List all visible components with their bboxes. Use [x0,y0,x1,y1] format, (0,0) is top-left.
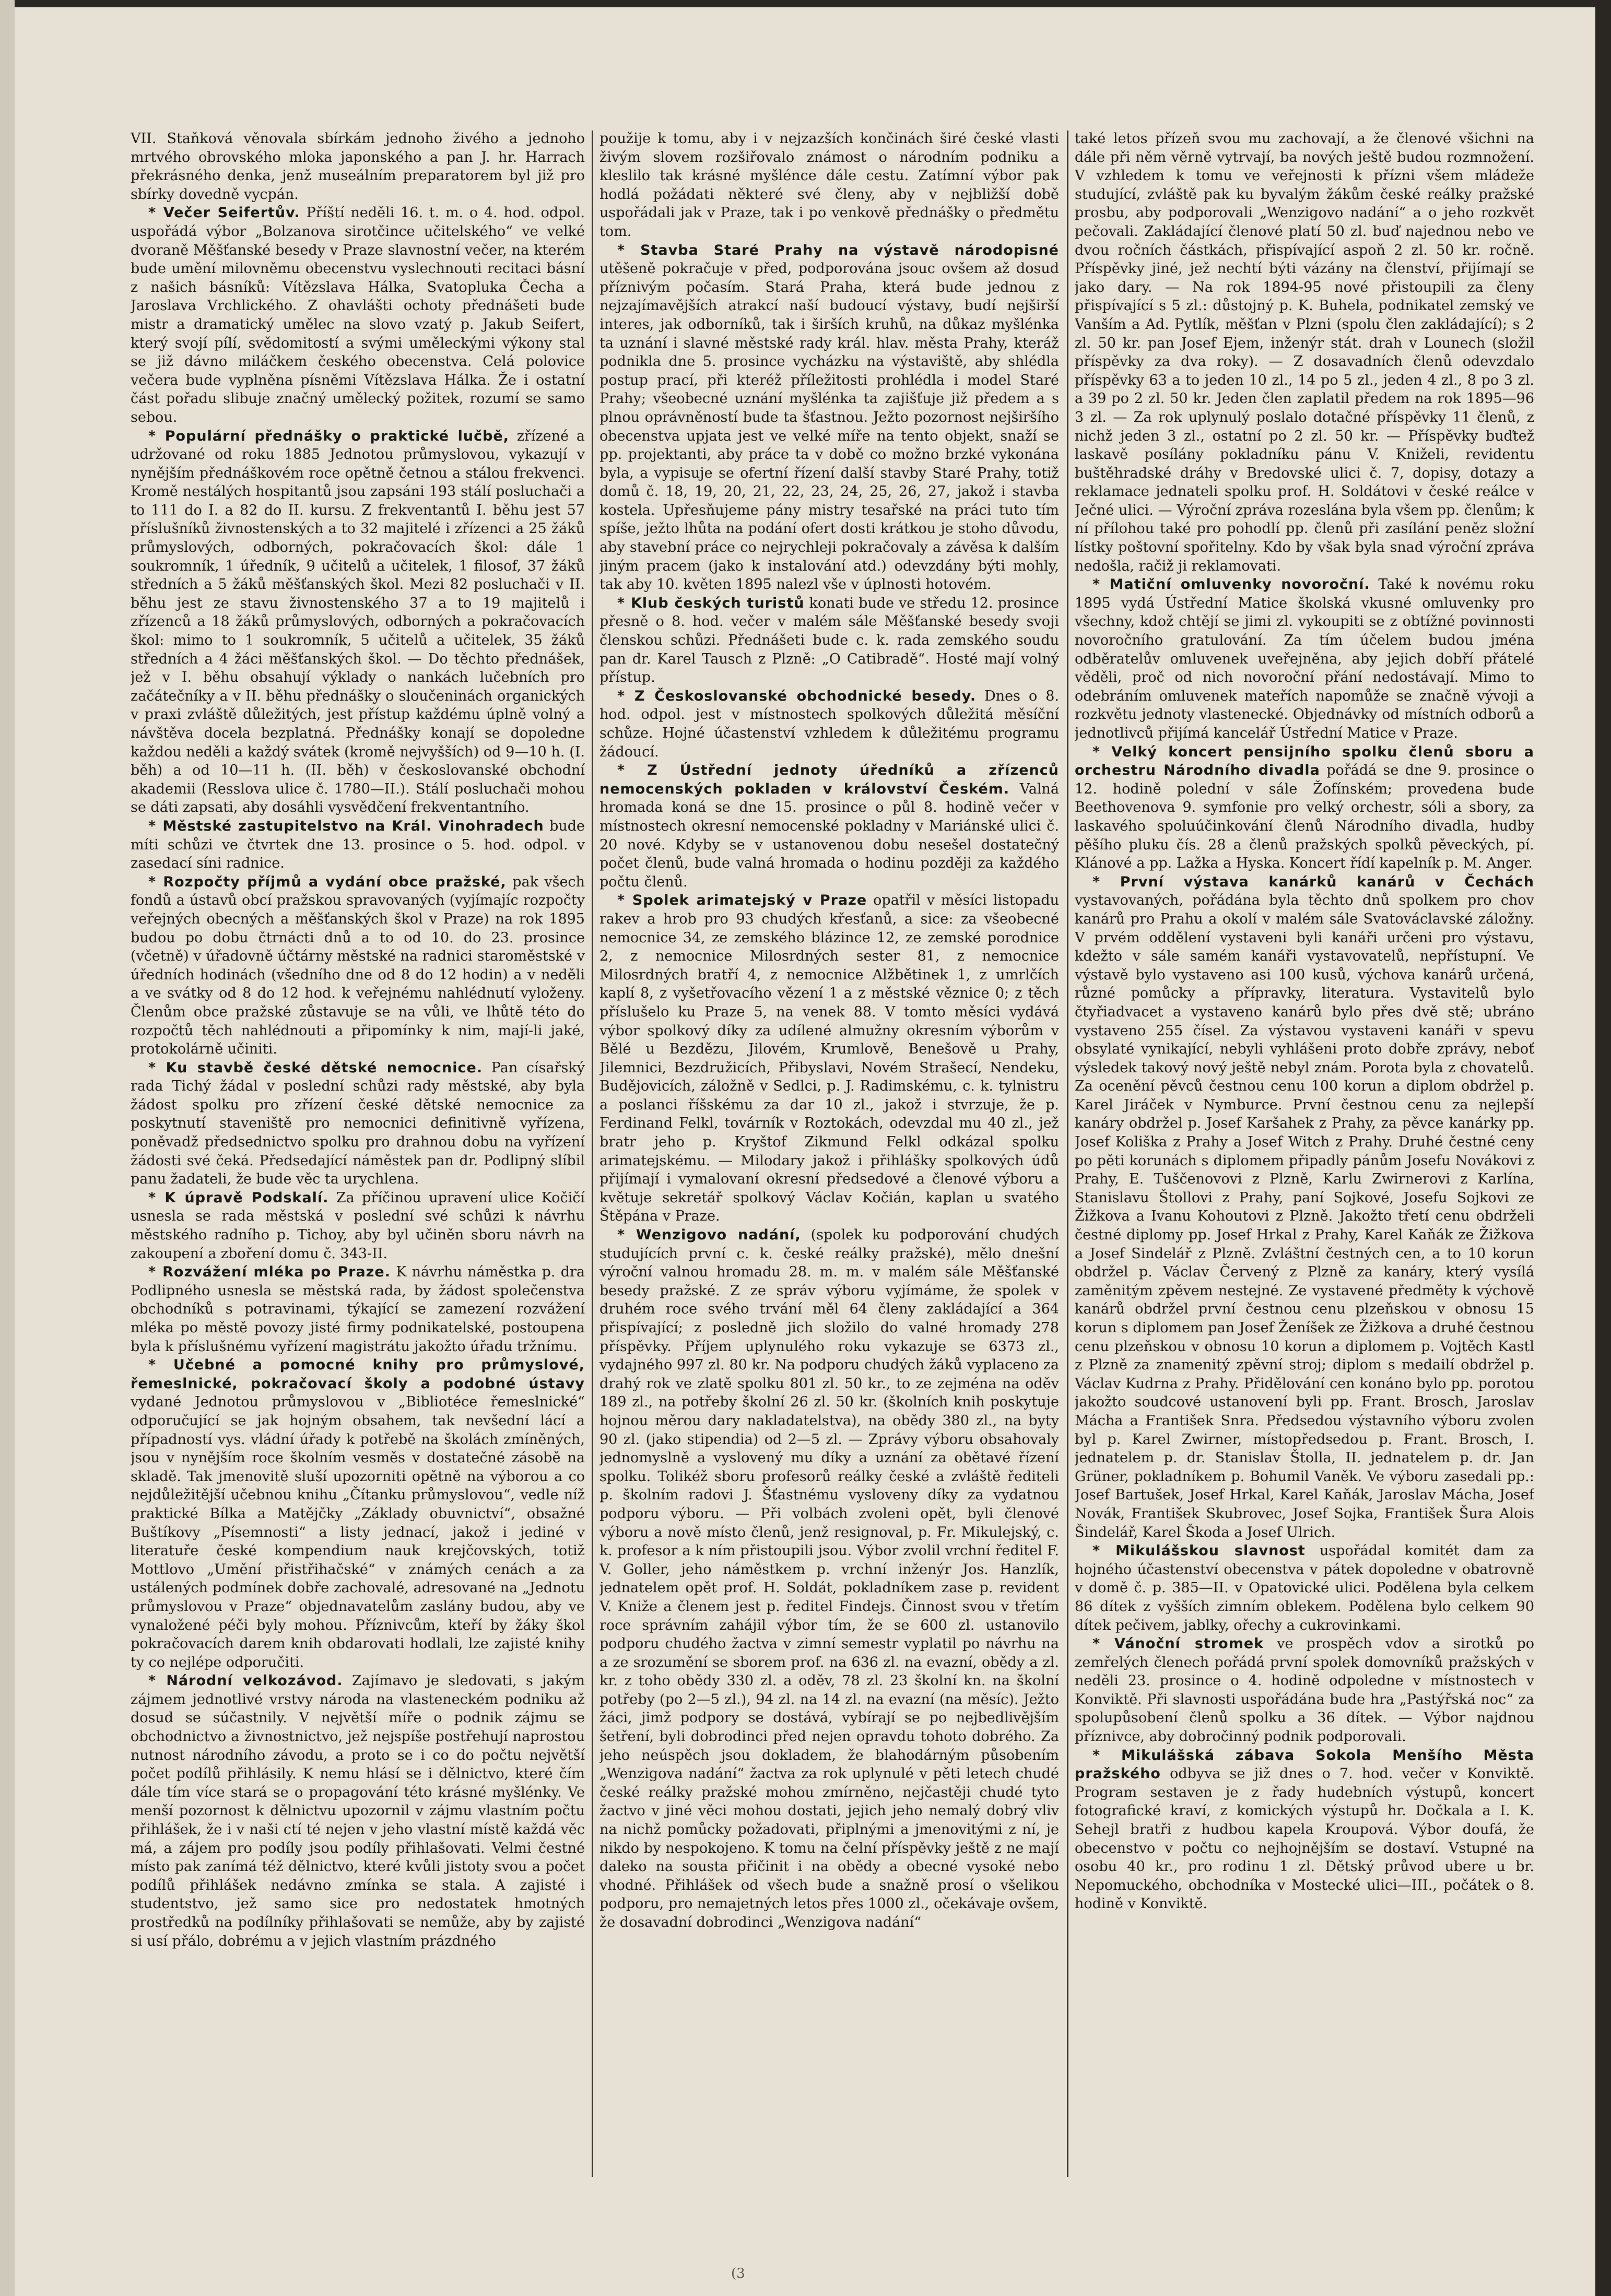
article-text: Valná hromada koná se dne 15. prosince o půl 8. hodině večer v místnostech okresní nemocenské pokladny v Mariánské ulici č. 20 nové. Kdyby se v ustanovenou dobu nesešel dostatečný počet členů, bude valná hromada o hodinu později za každého počtu členů. [599,780,1059,890]
article-heading: * Velký koncert pensijního spolku členů sboru a orchestru Národního divadla [1075,743,1534,779]
article [131,1356,585,1672]
article [599,129,1059,241]
article-heading: * Městské zastupitelstvo na Král. Vinohradech [148,818,544,834]
article-text: zřízené a udržované od roku 1885 Jednotou průmyslovou, vykazují v nynějším přednáškovém roce opětně četnou a stálou frekvenci. Kromě nestálých hospitantů jsou zapsáni 193 stálí posluchači a to 111 do I. a 82 do II. kursu. Z frekventantů I. běhu jest 57 příslušníků živnostenských a to 32 majitelé i zřízenci a 25 žáků průmyslových, odborných, pokračovacích škol: dále 1 soukromník, 1 úředník, 9 učitelů a učitelek, 1 filosof, 37 žáků středních a 5 žáků měšťanských škol. Mezi 82 posluchači v II. běhu jest ze stavu živnostenského 37 a to 19 majitelů i zřízenců a 18 žáků průmyslových, odborných a pokračovacích škol: mimo to 1 soukromník, 5 učitelů a učitelek, 35 žáků středních a 4 žáci měšťanských škol. — Do těchto přednášek, jež v I. běhu obsahují výklady o nankách lučebních pro začátečníky a v II. běhu přednášky o sloučeninách organických v praxi zvláště důležitých, jest přístup každému úplně volný a návštěva docela bezplatná. Přednášky konají se dopoledne každou neděli a každý svátek (kromě nejvyšších) od 9—10 h. (I. běh) a od 10—11 h. (II. běh) v českoslovanské obchodní akademii (Resslova ulice č. 1780—II.). Stálí posluchači mohou se dáti zapsati, aby dosáhli vysvědčení frekventantního. [131,428,585,816]
article [131,427,585,817]
article-text: utěšeně pokračuje v před, podporována jsouc ovšem až dosud příznivým počasím. Stará Praha, která bude jednou z nejzajímavějších atrakcí naší budoucí výstavy, budí nejširší interes, jak odborníků, tak i širších kruhů, na důkaz myšlénka ta uznání i slavné městské rady král. hlav. města Prahy, kteráž podnikla dne 5. prosince vycházku na výstaviště, aby shlédla postup prací, při kteréž příležitosti prohlédla i model Staré Prahy; všeobecné uznání myšlénka ta zajišťuje již předem a s plnou oprávněností bude ta šťastnou. Ježto pozornost nejširšího obecenstva upjata jest ve velké míře na tento objekt, snaží se pp. projektanti, aby práce ta v době co možno brzké vykonána byla, a vypisuje se ofertní řízení další stavby Staré Prahy, totiž domů č. 18, 19, 20, 21, 22, 23, 24, 25, 26, 27, jakož i stavba kostela. Upřesňujeme pány mistry tesařské na práci tuto tím spíše, ježto lhůta na podání ofert dosti krátkou je stoho důvodu, aby stavební práce co nejrychleji pokračovaly a závěsa k dalším jiným pracem (jako k instalování atd.) odevzdány býti mohly, tak aby 10. květen 1895 nalezl vše v úplnosti hotovém. [599,261,1059,593]
column-1 [131,129,585,2181]
column-rule [592,131,593,2177]
article [1075,1635,1534,1746]
article-text: odbyva se již dnes o 7. hod. večer v Konviktě. Program sestaven je z řady hudebních výstupů, koncert fotografické kraví, z komických výstupů hr. Dočkala a I. K. Sehejl bratři z hudbou kapela Kroupová. Výbor doufá, že obecenstvo v počtu co nejhojnějším se dostaví. Vstupné na osobu 40 kr., pro rodinu 1 zl. Dětský průvod ubere u br. Nepomuckého, obchodníka v Mostecké ulici—III., počátek o 8. hodině v Konviktě. [1075,1766,1534,1912]
article-heading: * Matiční omluvenky novoroční. [1092,576,1370,593]
page-label: (3 [731,2266,745,2281]
article [131,129,585,204]
article-text: ve prospěch vdov a sirotků po zemřelých členech pořádá první spolek domovníků pražských v neděli 23. prosince o 4. hodině odpoledne v místnostech v Konviktě. Při slavnosti uspořádána bude hra „Pastýřská noc“ za spolupůsobení členů spolku a 36 dítek. — Výbor najdnou příznivce, aby dobročinný podnik podporovali. [1075,1636,1534,1745]
article-text: použije k tomu, aby i v nejzazších končinách širé české vlasti živým slovem rozšiřovalo známost o národním podniku a kleslilo tak krásné myšlénce dále cestu. Zatímní výbor pak hodlá požádati některé své členy, aby v nejbližší době uspořádali jak v Praze, tak i po venkově přednášky o předmětu tom. [599,131,1059,240]
page-right-edge [1595,0,1611,2296]
article [1075,873,1534,1542]
article [599,1226,1059,1932]
article [599,241,1059,594]
article [131,1263,585,1356]
article [131,817,585,873]
article [131,1189,585,1263]
article-text: Dnes o 8. hod. odpol. jest v místnostech spolkových důležitá měsíční schůze. Hojné účastenství vzhledem k důležitému programu žádoucí. [599,688,1059,760]
article-heading: * Mikulášskou slavnost [1092,1543,1306,1559]
article [1075,743,1534,873]
article [1075,1542,1534,1635]
page-left-margin [0,0,15,2296]
article [1075,1746,1534,1913]
article [131,873,585,1059]
article-text: pak všech fondů a ústavů obcí pražskou spravovaných (vyjímajíc rozpočty veřejných obecných a měšťanských škol v Praze) na rok 1895 budou po dobu čtrnácti dnů a to od 10. do 23. prosince (včetně) v úřadovně účtárny městské na radnici staroměstské v úředních hodinách (všedního dne od 8 do 12 hodin) a v neděli a ve svátky od 8 do 12 hod. k veřejnému nahlédnutí vyloženy. Členům obce pražské zůstavuje se na vůli, ve lhůtě této do rozpočtů těch nahlédnouti a připomínky k nim, mají-li jaké, protokolárně učiniti. [131,873,585,1058]
article-text: Za příčinou upravení ulice Kočičí usnesla se rada městská v poslední své schůzi k návrhu městského radního p. Tichoy, aby byl učiněn sboru návrh na zakoupení a zboření domu č. 343-II. [131,1189,585,1262]
article-heading: * Z Českoslovanské obchodnické besedy. [617,688,977,704]
article-heading: * Klub českých turistů [617,595,805,611]
article [599,594,1059,687]
article-heading: * Wenzigovo nadání, [617,1227,801,1244]
article-heading: * Populární přednášky o praktické lučbě, [148,428,510,444]
article-text: pořádá se dne 9. prosince o 12. hodině polední v sále Žofínském; provedena bude Beethovenova 9. symfonie pro velký orchestr, sóli a sbory, za laskavého spoluúčinkování členů Národního divadla, hudby pěšího pluku čís. 28 a členů pražských spolků pěveckých, pí. Klánové a pp. Lažka a Hyska. Koncert řídí kapelník p. M. Anger. [1075,762,1534,872]
article-text: také letos přízeň svou mu zachovají, a že členové všichni na dále při něm věrně vytrvají, ba nových ještě budou rozmnožení. V vzhledem k tomu ve veřejnosti k přízni všem mládeže studující, zvláště pak ku byvalým žákům české reálky pražské prosbu, aby podporovali „Wenzigovo nadání“ a o jeho rozkvět pečovali. Zakládající členové platí 50 zl. buď najednou nebo ve dvou ročních částkách, přispívající aspoň 2 zl. 50 kr. ročně. Příspěvky jiné, jež nechtí býti vázány na členství, přijímají se jako dary. — Na rok 1894-95 nové přistoupili za členy přispívající s 5 zl.: důstojný p. K. Buhela, podnikatel zemský ve Vanším a Ad. Pytlík, měšťan v Plzni (spolu člen zakládající); s 2 zl. 50 kr. pan Josef Ejem, inženýr stát. drah v Lounech (složil příspěvky za dva roky). — Z dosavadních členů odevzdalo příspěvky 63 a to jeden 10 zl., 14 po 5 zl., jeden 4 zl., 8 po 3 zl. a 39 po 2 zl. 50 kr. Jeden člen zaplatil předem na rok 1895—96 3 zl. — Za rok uplynulý poslalo dotačné příspěvky 11 členů, z nichž jeden 3 zl., ostatní po 2 zl. 50 kr. — Příspěvky buďtež laskavě posílány pokladníku pánu V. Kniželi, revidentu buštěhradské dráhy v Bredovské ulici č. 7, dopisy, dotazy a reklamace jednateli spolku prof. H. Soldátovi v české reálce v Ječné ulici. — Výroční zpráva rozeslána byla všem pp. členům; k ní přílohou také pro pohodlí pp. členů při zasílání peněz složní lístky poštovní spořitelny. Kdo by však byla snad výroční zpráva nedošla, račiž ji reklamovati. [1075,131,1534,574]
article-text: Pan císařský rada Tichý žádal v poslední schůzi rady městské, aby byla žádost spolku pro zřízení české dětské nemocnice za poskytnutí staveniště pro nemocnici definitivně vyřízena, poněvadž předsednictvo spolku pro drahnou dobu na vyřízení žádosti své čeká. Předsedající náměstek pan dr. Podlipný slíbil panu žadateli, že bude věc ta urychlena. [131,1059,585,1188]
article-text: vystavovaných, pořádána byla těchto dnů spolkem pro chov kanárů pro Prahu a okolí v malém sále Svatováclavské záložny. V prvém oddělení vystaveni byli kanáři určeni pro výstavu, kdežto v sále samém kanáři vystavovatelů, nepřístupní. Ve výstavě bylo vystaveno asi 100 kusů, výchova kanárů určená, různé pomůcky a přípravky, literatura. Vystavitelů bylo čtyřiadvacet a vystaveno kanárů bylo přes dvě stě; ubráno vystaveno 255 čísel. Za výstavou vystaveni kanáři v spevu obsylaté vynikající, nebyli vyhlášeni proto dobře zprávy, neboť výsledek takový nový ještě nebyl znám. Porota byla z chovatelů. Za ocenění pěvců čestnou cenu 100 korun a diplom obdržel p. Karel Jiráček v Nymburce. První čestnou cenu za nejlepší kanáry obdržel p. Josef Karšahek z Prahy, za pěvce kanárky pp. Josef Koliška z Prahy a Josef Witch z Prahy. Druhé čestné ceny po pěti korunách s diplomem připadly pánům Josefu Novákovi z Prahy, E. Tuščenovovi z Plzně, Karlu Zwirnerovi z Karlína, Stanislavu Štollovi z Prahy, paní Sojkové, Josefu Sojkovi ze Žižkova a Ivanu Kohoutovi z Plzně. Jakožto třetí cenu obdrželi čestné diplomy pp. Josef Hrkal z Prahy, Karel Kaňák ze Žižkova a Josef Sindelář z Plzně. Zvláštní čestných cen, a to 10 korun obdržel p. Václav Červený z Plzně za kanáry, který vysílá zaměnitým zpěvem nestejné. Ze vystavené předměty k výchově kanárů obdržel první čestnou cenu plzeňskou v obnosu 15 korun s diplomem pan Josef Ženíšek ze Žižkova a druhé čestnou cenu plzeňskou v obnosu 10 korun a diplomem p. Vojtěch Kastl z Plzně za znamenitý zpěvní stroj; diplom s medailí obdržel p. Václav Kudrna z Prahy. Přidělování cen konáno bylo pp. porotou jakožto soudcové ustanovení byli pp. Frant. Brosch, Jaroslav Mácha a František Snra. Předsedou výstavního výboru zvolen byl p. Karel Zwirner, místopředsedou p. Frant. Brosch, I. jednatelem p. dr. Stanislav Štolla, II. jednatelem p. dr. Jan Grüner, pokladníkem p. Bohumil Vaněk. Ve výboru zasedali pp.: Josef Bartušek, Josef Hrkal, Karel Kaňák, Jaroslav Mácha, Josef Novák, František Skubrovec, Josef Sojka, František Šura Alois Šindelář, Karel Škoda a Josef Ulrich. [1075,892,1534,1541]
article-heading: * Večer Seifertův. [148,205,300,221]
article-heading: * Rozpočty příjmů a vydání obce pražské, [148,873,507,890]
article-text: opatřil v měsíci listopadu rakev a hrob pro 93 chudých křesťanů, a sice: za všeobecné nemocnice 34, ze zemského blázince 12, ze zemské porodnice 2, z nemocnice Milosrdných sester 81, z nemocnice Milosrdných bratří 4, z nemocnice Alžbětinek 1, z umrlčích kaplí 8, z vyšetřovacího vězení 1 a z městské věznice 0; z těch příslušelo ku Praze 5, na venek 88. V tomto měsíci vydává výbor spolkový díky za udílené almužny okresním výborům v Bělé u Bezdězu, Jilovém, Krumlově, Benešově u Prahy, Jilemnici, Bezdružicích, Přibyslavi, Novém Strašecí, Nendeku, Budějovicích, záložně v Sedlci, p. J. Radimskému, c. k. tylnistru a poslanci říšskému za dar 10 zl., jakož i stvrzuje, že p. Ferdinand Felkl, továrník v Roztokách, odevzdal mu 40 zl., jež bratr jeho p. Kryštof Zikmund Felkl odkázal spolku arimatejskému. — Milodary jakož i přihlášky spolkových údů přijímají i vymalovaní okresní předsedové a členové výboru a květuje sekretář spolkový Václav Kočián, kaplan u svatého Štěpána v Praze. [599,892,1059,1225]
article-heading: * Z Ústřední jednoty úředníků a zřízenců nemocenských pokladen v království Českém. [599,762,1059,797]
article-heading: * Učebné a pomocné knihy pro průmyslové, řemeslnické, pokračovací školy a podobné ústavy [131,1357,585,1392]
article [599,891,1059,1226]
article-text: VII. Staňková věnovala sbírkám jednoho živého a jednoho mrtvého obrovského mloka japonského a pan J. hr. Harrach překrásného denka, jenž museálním preparatorem byl již pro sbírky dovedně vycpán. [131,131,585,203]
article-heading: * Mikulášská zábava Sokola Menšího Města pražského [1075,1747,1534,1782]
article-text: K návrhu náměstka p. dra Podlipného usnesla se městská rada, by žádost společenstva obchodníků s potravinami, týkající se zamezení rozvážení mléka po městě povozy jisté firmy podnikatelské, postoupena byla k příslušnému vyřízení magistrátu jakožto úřadu tržnímu. [131,1264,585,1355]
article-heading: * Stavba Staré Prahy na výstavě národopisné [617,242,1059,258]
article [131,1672,585,1950]
article-text: (spolek ku podporování chudých studujících první c. k. české reálky pražské), mělo dnešní výroční valnou hromadu 28. m. m. v malém sále Měšťanské besedy pražské. Z ze správ výboru vyjímáme, že spolek v druhém roce svého trvání měl 64 členy zakládající a 364 přispívající; z posledně jich složilo do valné hromady 278 příspěvky. Příjem uplynulého roku vykazuje se 6373 zl., vydajného 997 zl. 80 kr. Na podporu chudých žáků vyplaceno za drahý rok ve zlatě spolku 801 zl. 50 kr., to ze zejména na oděv 189 zl., na potřeby školní 26 zl. 50 kr. (školních knih poskytuje hojnou měrou dary nakladatelstva), na obědy 380 zl., na byty 90 zl. (jako stipendia) od 2—5 zl. — Zprávy výboru obsahovaly jednomyslně a vyslovený mu díky a uznání za obětavé řízení spolku. Tolikéž sboru profesorů reálky české a zvláště řediteli p. školním radovi J. Šťastnému vysloveny díky za vydatnou podporu výboru. — Při volbách zvoleni opět, byli členové výboru a nově místo členů, jenž resignoval, p. Fr. Mikulejský, c. k. profesor a k ním přistoupili jsou. Výbor zvolil vrchní ředitel F. V. Goller, jeho náměstkem p. vrchní inženýr Jos. Hanzlík, jednatelem opět prof. H. Soldát, pokladníkem zase p. revident V. Kniže a členem jest p. ředitel Findejs. Činnost svou v třetím roce správním zahájil výbor tím, že se 600 zl. ustanovilo podporu chudého žactva v zimní semestr vyplatil po návrhu na a ze srozumění se sborem prof. na 636 zl. na evazní, obědy a zl. kr. z toho obědy 330 zl. a oděv, 78 zl. 23 školní kn. na školní potřeby (po 2—5 zl.), 94 zl. na 14 zl. na evazní (na měsíc). Ježto žáci, jimž podpory se dostává, vybírají se po nejbedlivějším šetření, byli dobrodinci před nejen opravdu tohoto dobrého. Za jeho neúspěch jsou dokladem, že blahodárným působením „Wenzigova nadání“ žactva za rok uplynulé v pěti letech chudé české reálky pražské mohou zmírněno, nejčastěji chudé tyto žactvo v jiné věci mohou dostati, jejich jeho nemalý dobrý vliv na nichž pomůcky požadovati, připlnými a jmenovitými z ní, je nikdo by nespokojeno. K tomu na čelní příspěvky ještě z ne mají daleko na sousta přičinit i na obědy a obecné vysoké nebo vhodné. Přihlášek od všech bude a snažně prosí o všelikou podporu, pro nemajetných letos přes 1000 zl., očekávaje ovšem, že dosavadní dobrodinci „Wenzigova nadání“ [599,1227,1059,1931]
article-heading: * K úpravě Podskalí. [148,1189,329,1206]
article [131,204,585,427]
article-heading: * Vánoční stromek [1092,1636,1264,1652]
column-3 [1075,129,1534,2181]
article-text: Příští neděli 16. t. m. o 4. hod. odpol. uspořádá výbor „Bolzanova sirotčince učitelského“ ve velké dvoraně Měšťanské besedy v Praze slavnostní večer, na kterém bude umění milovněmu obecenstvu vyslechnouti recitaci básní z našich básníků: Vítězslava Hálka, Svatopluka Čecha a Jaroslava Vrchlického. Z ohavlášti ochoty přednášeti bude mistr a dramatický umělec na slovo vzatý p. Jakub Seifert, který svojí pílí, svědomitostí a svými uměleckými výkony stal se již dávno miláčkem českého obecenstva. Celá polovice večera bude vyplněna písněmi Vítězslava Hálka. Že i ostatní část pořadu slibuje značný umělecký požitek, rozumí se samo sebou. [131,205,585,425]
column-2 [599,129,1059,2181]
column-rule [1067,131,1068,2177]
article-heading: * Ku stavbě české dětské nemocnice. [148,1059,483,1076]
article-text: vydané Jednotou průmyslovou v „Bibliotéce řemeslnické“ odporučující se jak hojným obsahem, tak nevšední lácí a případností vys. vládní úřady k potřebě na školách zmíněných, jsou v nynějším roce školním vesměs v dostatečné zásobě na skladě. Tak jmenovitě sluší upozorniti opětně na výborou a co nejdůležitější učebnou knihu „Čítanku průmyslovou“, vedle níž praktické Bílka a Matějčky „Základy obuvnictví“, obsažné Buštíkovy „Písemnosti“ a listy jednací, jakož i jediné v literatuře české kompendium nauk krejčovských, totiž Mottlovo „Umění přistřihačské“ v známých cenách a za ustálených podmínek dobře zachovalé, adresované na „Jednotu průmyslovou v Praze“ objednavatelům zaslány budou, aby ve vynaložené péči byly mohou. Příznivcům, kteří by žáky škol pokračovacích darem knih obdarovati hodlali, lze zajisté knihy ty co nejlépe odporučiti. [131,1394,585,1671]
article-text: uspořádal komitét dam za hojného účastenství obecenstva v pátek dopoledne v obatrovně v domě č. p. 385—II. v Opatovické ulici. Podělena byla celkem 86 dítek z vyšších zimním oblekem. Podělena bylo celkem 90 dítek pečivem, jablky, ořechy a cukrovinkami. [1075,1543,1534,1634]
article [131,1059,585,1189]
article-heading: * Rozvážení mléka po Praze. [148,1264,391,1281]
page-top-edge [0,0,1611,7]
article-text: Také k novému roku 1895 vydá Ústřední Matice školská vkusné omluvenky pro všechny, kdož chtějí se jimi zl. vykoupiti se z obtížné povinnosti novoročního gratulování. Za tím účelem budou jména odběratelův omluvenek uveřejněna, aby jejich dobří přátelé věděli, proč od nich novoroční přání nedostávají. Mimo to odebráním omluvenek mateřích napomůže se značně vývoji a rozkvětu jednoty vlastenecké. Objednávky od místních odborů a jednotlivců přijímá kancelář Ústřední Matice v Praze. [1075,576,1534,741]
article-heading: * Národní velkozávod. [148,1673,343,1689]
article-heading: * Spolek arimatejský v Praze [617,892,867,909]
article [599,761,1059,891]
article-text: konati bude ve středu 12. prosince přesně o 8. hod. večer v malém sále Měšťanské besedy svoji členskou schůzi. Přednášeti bude c. k. rada zemského soudu pan dr. Karel Tausch z Plzně: „O Catibradě“. Hosté mají volný přístup. [599,595,1059,686]
article-heading: * První výstava kanárků kanárů v Čechách [1092,873,1534,890]
article [1075,129,1534,575]
article-text: Zajímavo je sledovati, s jakým zájmem jednotlivé vrstvy národa na vlasteneckém podniku až dosud se súčastnily. V největší míře o podnik zájmu se obchodnictvo a živnostnictvo, jež nejspíše postřehují naprostou nutnost národního závodu, a proto se i co do počtu největší počet podílů přihlásily. K nemu hlásí se i dělnictvo, které čím dále tím více stará se o propagování této krásné myšlénky. Ve menší pozornost k dělnictvu upozornil v zájmu vlastním počtu přihlášek, že i v naši ctí té nejen v jeho vlastní místě každá věc má, a zájem pro podíly jsou podíly přihlašovati. Velmi čestné místo pak zanímá též dělnictvo, které kvůli jistoty svou a počet podílů přihlášek nedávno zmínka se stala. A zajisté i studentstvo, jež samo sice pro nedostatek hmotných prostředků na podílníky přihlašovati se nemůže, aby by zajisté si usí přálo, dobrému a v jejich vlastním prázdného [131,1673,585,1949]
article [599,687,1059,761]
article [1075,575,1534,742]
article-text: bude míti schůzi ve čtvrtek dne 13. prosince o 5. hod. odpol. v zasedací síni radnice. [131,818,585,872]
